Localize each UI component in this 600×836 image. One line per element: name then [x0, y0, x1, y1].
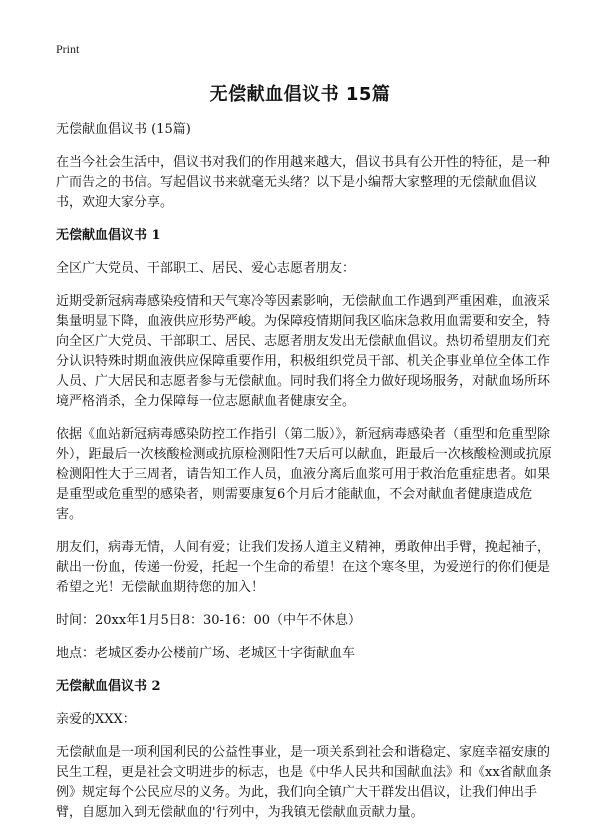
section-1-greeting: 全区广大党员、干部职工、居民、爱心志愿者朋友： — [56, 261, 356, 276]
section-1-heading: 无偿献血倡议书 1 — [56, 228, 161, 243]
section-1-place: 地点：老城区委办公楼前广场、老城区十字街献血车 — [56, 646, 356, 661]
section-1-paragraph-3: 朋友们，病毒无情，人间有爱；让我们发扬人道主义精神，勇敢伸出手臂，挽起袖子，献出一份血，传递一份爱，托起一个生命的希望！在这个寒冬里，为爱逆行的你们便是希望之光！无偿献血期待您的加入！ — [56, 540, 551, 595]
print-link[interactable]: Print — [56, 42, 80, 56]
section-1-time: 时间：20xx年1月5日8：30-16：00（中午不休息） — [56, 613, 362, 628]
section-2-heading: 无偿献血倡议书 2 — [56, 679, 161, 694]
document-body — [56, 120, 552, 836]
section-1-paragraph-1: 近期受新冠病毒感染疫情和天气寒冷等因素影响，无偿献血工作遇到严重困难，血液采集量明显下降，血液供应形势严峻。为保障疫情期间我区临床急救用血需要和安全，特向全区广大党员、干部职工、居民、志愿者朋友发出无偿献血倡议。热切希望朋友们充分认识特殊时期血液供应保障重要作用，积极组织党员干部、机关企事业单位全体工作人员、广大居民和志愿者参与无偿献血。同时我们将全力做好现场服务，对献血场所环境严格消杀，全力保障每一位志愿献血者健康安全。 — [56, 294, 551, 409]
section-2-paragraph-1: 无偿献血是一项利国利民的公益性事业，是一项关系到社会和谐稳定、家庭幸福安康的民生工程，更是社会文明进步的标志，也是《中华人民共和国献血法》和《xx省献血条例》规定每个公民应尽的义务。为此，我们向全镇广大干群发出倡议，让我们伸出手臂，自愿加入到无偿献血的'行列中，为我镇无偿献血贡献力量。 — [56, 745, 552, 820]
intro-paragraph: 在当今社会生活中，倡议书对我们的作用越来越大，倡议书具有公开性的特征，是一种广而告之的书信。写起倡议书来就毫无头绪？以下是小编帮大家整理的无偿献血倡议书，欢迎大家分享。 — [56, 155, 551, 210]
section-1-paragraph-2: 依据《血站新冠病毒感染防控工作指引（第二版）》，新冠病毒感染者（重型和危重型除外），距最后一次核酸检测或抗原检测阳性7天后可以献血，距最后一次核酸检测或抗原检测阳性大于三周者，请告知工作人员，血液分离后血浆可用于救治危重症患者。如果是重型或危重型的感染者，则需要康复6个月后才能献血，不会对献血者健康造成危害。 — [56, 427, 552, 522]
document-subtitle: 无偿献血倡议书 (15篇) — [56, 122, 191, 137]
section-2-greeting: 亲爱的XXX： — [56, 712, 136, 727]
document-title: 无偿献血倡议书 15篇 — [209, 84, 391, 105]
